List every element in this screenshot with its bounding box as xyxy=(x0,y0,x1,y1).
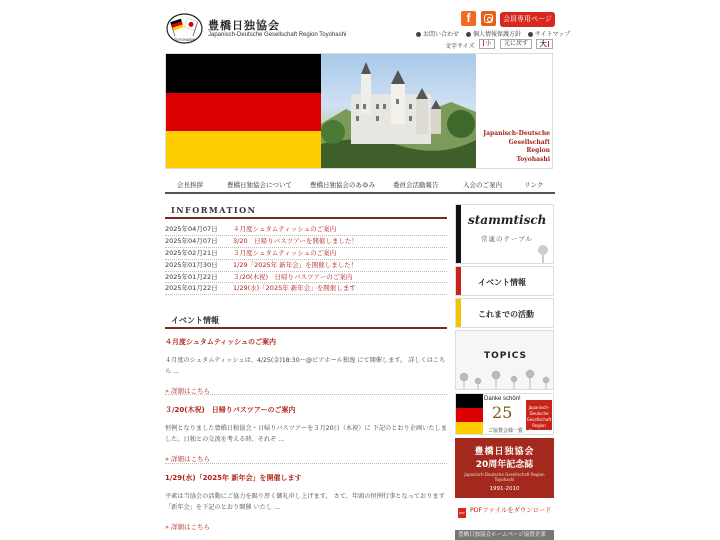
society-badge: Japanisch-Deutsche Gesellschaft Region Toyohashi xyxy=(526,400,552,430)
global-nav xyxy=(165,176,555,194)
hero-banner xyxy=(165,53,553,169)
anniversary-book-banner[interactable]: 豊橋日独協会 20周年記念誌 Japanisch-Deutsche Gesellschaft Region Toyohashi 1991-2010 xyxy=(455,438,554,498)
list-item[interactable]: 2025年01月22日 1/29(水)「2025年 新年会」を開催します xyxy=(165,283,447,295)
flower-icon xyxy=(534,243,552,263)
bullet-icon xyxy=(466,32,471,37)
utility-links xyxy=(416,29,575,38)
font-size-label: 文字サイズ xyxy=(445,43,475,50)
nav-about[interactable]: 豊橋日独協会について xyxy=(227,181,292,189)
event-heading: イベント情報 xyxy=(165,314,447,329)
castle-photo xyxy=(321,54,476,169)
bullet-icon xyxy=(416,32,421,37)
contact-link[interactable]: お問い合わせ xyxy=(416,31,459,38)
list-item[interactable]: 2025年01月22日 ３/20(木祝) 日帰りバスツアーのご案内 xyxy=(165,272,447,284)
stammtisch-banner[interactable]: stammtisch 常連のテーブル xyxy=(455,204,554,264)
event-item xyxy=(165,337,447,395)
list-item[interactable]: 2025年02月21日 ３月度シュタムティッシュのご案内 xyxy=(165,248,447,260)
sitemap-link[interactable]: サイトマップ xyxy=(528,31,570,38)
event-item xyxy=(165,405,447,463)
event-more-link[interactable]: » 詳細はこちら xyxy=(165,387,211,395)
pdf-download-link[interactable]: PDF PDFファイルをダウンロード xyxy=(458,505,551,518)
event-more-link[interactable]: » 詳細はこちら xyxy=(165,455,211,463)
flowers-illustration xyxy=(456,369,554,390)
privacy-link[interactable]: 個人情報保護方針 xyxy=(466,31,521,38)
nav-links[interactable]: リンク xyxy=(524,181,544,189)
sponsors-footer-label: 豊橋日独協会ホームページ協賛企業 xyxy=(455,530,554,540)
svg-text:TOYOHASHI: TOYOHASHI xyxy=(173,38,196,42)
nav-join[interactable]: 入会のご案内 xyxy=(463,181,502,189)
sidebar-event-info[interactable]: イベント情報 xyxy=(455,266,554,296)
member-page-button[interactable]: 会員専用ページ xyxy=(500,12,555,27)
event-item xyxy=(165,473,447,531)
event-title[interactable]: ３/20(木祝) 日帰りバスツアーのご案内 xyxy=(165,406,296,414)
sidebar-topics[interactable]: TOPICS xyxy=(455,330,554,390)
sponsors-banner[interactable]: Danke schön! 25 ご協賛会様一覧 Japanisch-Deutsche Gesellschaft Region Toyohashi xyxy=(455,393,554,435)
bullet-icon xyxy=(528,32,533,37)
font-large-button[interactable]: 大 xyxy=(536,39,553,49)
list-item[interactable]: 2025年04月07日 ４月度シュタムティッシュのご案内 xyxy=(165,224,447,236)
instagram-icon[interactable] xyxy=(481,11,496,26)
site-title: 豊橋日独協会 xyxy=(208,19,280,32)
event-title[interactable]: 1/29(水)「2025年 新年会」を開催します xyxy=(165,474,302,482)
nav-history[interactable]: 豊橋日独協会のあゆみ xyxy=(310,181,375,189)
information-list xyxy=(165,224,447,295)
font-reset-button[interactable]: 元に戻す xyxy=(500,39,532,49)
facebook-icon[interactable]: f xyxy=(461,11,476,26)
hero-caption: Japanisch-Deutsche Gesellschaft Region Toyohashi xyxy=(483,130,550,163)
list-item[interactable]: 2025年04月07日 3/20 日帰りバスツアーを開催しました！ xyxy=(165,236,447,248)
pdf-icon: PDF xyxy=(458,508,466,518)
german-flag xyxy=(166,54,321,169)
list-item[interactable]: 2025年01月30日 1/29「2025年 新年会」を開催しました！ xyxy=(165,260,447,272)
site-subtitle: Japanisch-Deutsche Gesellschaft Region Toyohashi xyxy=(208,32,347,38)
nav-committee[interactable]: 委員会活動報告 xyxy=(393,181,439,189)
divider xyxy=(165,394,447,395)
emblem-icon xyxy=(166,13,203,44)
nav-greeting[interactable]: 会長挨拶 xyxy=(177,181,203,189)
event-body: 平素は当協会の活動にご協力を賜り厚く御礼申し上げます。 さて、年頭の恒例行事となっております「新年会」を下記のとおり開催 いたし ... xyxy=(165,493,445,511)
german-flag xyxy=(456,394,483,435)
information-heading: INFORMATION xyxy=(165,205,447,219)
event-body: 恒例となりました豊橋日独協会・日帰りバスツアーを３月20日（木祝）に 下記のとおり企画いたしました。日独との交流を考える時、それぞ ... xyxy=(165,425,447,443)
divider xyxy=(165,463,447,464)
event-body: ４月度のシュタムティッシュは、4/25(金)18:30～@ピアホール独逸 にて開催します。 詳しくはこちら ... xyxy=(165,357,446,375)
event-title[interactable]: ４月度シュタムティッシュのご案内 xyxy=(165,338,277,346)
sidebar-past-activities[interactable]: これまでの活動 xyxy=(455,298,554,328)
font-small-button[interactable]: 小 xyxy=(479,39,495,49)
event-more-link[interactable]: » 詳細はこちら xyxy=(165,523,211,531)
